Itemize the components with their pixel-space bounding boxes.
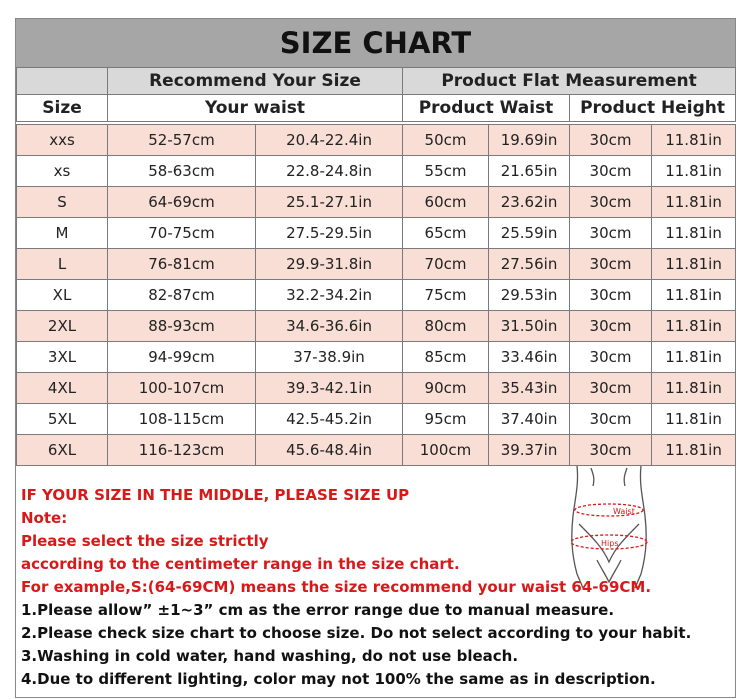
select-note-1: Please select the size strictly: [21, 532, 269, 550]
cell-waist-cm: 116-123cm: [108, 435, 256, 466]
cell-product-height-cm: 30cm: [570, 249, 652, 280]
cell-product-height-cm: 30cm: [570, 373, 652, 404]
cell-size: XL: [17, 280, 108, 311]
cell-size: M: [17, 218, 108, 249]
cell-waist-in: 25.1-27.1in: [256, 187, 403, 218]
cell-waist-cm: 100-107cm: [108, 373, 256, 404]
size-table: [16, 67, 736, 466]
cell-product-waist-in: 37.40in: [489, 404, 570, 435]
cell-waist-cm: 108-115cm: [108, 404, 256, 435]
cell-waist-cm: 88-93cm: [108, 311, 256, 342]
cell-waist-cm: 94-99cm: [108, 342, 256, 373]
table-row: [17, 404, 736, 435]
cell-size: 6XL: [17, 435, 108, 466]
cell-product-waist-in: 19.69in: [489, 125, 570, 156]
table-row: [17, 218, 736, 249]
cell-waist-cm: 58-63cm: [108, 156, 256, 187]
cell-product-height-in: 11.81in: [652, 249, 736, 280]
cell-size: xs: [17, 156, 108, 187]
cell-product-waist-in: 25.59in: [489, 218, 570, 249]
cell-product-height-in: 11.81in: [652, 156, 736, 187]
cell-waist-cm: 64-69cm: [108, 187, 256, 218]
cell-product-waist-cm: 85cm: [403, 342, 489, 373]
cell-waist-cm: 82-87cm: [108, 280, 256, 311]
cell-product-height-cm: 30cm: [570, 280, 652, 311]
cell-waist-cm: 70-75cm: [108, 218, 256, 249]
header-product-height: Product Height: [570, 95, 736, 122]
table-row: [17, 280, 736, 311]
cell-product-waist-cm: 50cm: [403, 125, 489, 156]
cell-product-waist-cm: 65cm: [403, 218, 489, 249]
cell-product-waist-in: 29.53in: [489, 280, 570, 311]
cell-product-height-cm: 30cm: [570, 311, 652, 342]
cell-product-height-in: 11.81in: [652, 373, 736, 404]
cell-product-height-cm: 30cm: [570, 218, 652, 249]
cell-product-height-cm: 30cm: [570, 342, 652, 373]
cell-product-waist-cm: 95cm: [403, 404, 489, 435]
cell-product-height-in: 11.81in: [652, 125, 736, 156]
cell-product-waist-in: 21.65in: [489, 156, 570, 187]
cell-product-height-in: 11.81in: [652, 435, 736, 466]
cell-product-waist-in: 27.56in: [489, 249, 570, 280]
cell-product-height-cm: 30cm: [570, 156, 652, 187]
cell-product-waist-cm: 75cm: [403, 280, 489, 311]
header-your-waist: Your waist: [108, 95, 403, 122]
table-row: [17, 187, 736, 218]
cell-product-waist-cm: 55cm: [403, 156, 489, 187]
note-3: 3.Washing in cold water, hand washing, do not use bleach.: [21, 647, 519, 665]
cell-size: xxs: [17, 125, 108, 156]
header-product-waist: Product Waist: [403, 95, 570, 122]
cell-product-height-in: 11.81in: [652, 187, 736, 218]
table-row: [17, 373, 736, 404]
header-size: Size: [17, 95, 108, 122]
waist-label: Waist: [613, 507, 635, 516]
note-4: 4.Due to different lighting, color may not 100% the same as in description.: [21, 670, 656, 688]
header-recommend: Recommend Your Size: [108, 68, 403, 95]
cell-product-waist-in: 31.50in: [489, 311, 570, 342]
table-row: [17, 342, 736, 373]
cell-product-waist-cm: 70cm: [403, 249, 489, 280]
cell-waist-in: 34.6-36.6in: [256, 311, 403, 342]
cell-product-height-cm: 30cm: [570, 125, 652, 156]
cell-size: 2XL: [17, 311, 108, 342]
cell-waist-in: 22.8-24.8in: [256, 156, 403, 187]
cell-product-waist-in: 39.37in: [489, 435, 570, 466]
cell-waist-in: 39.3-42.1in: [256, 373, 403, 404]
size-rows: [17, 125, 736, 466]
cell-product-waist-in: 35.43in: [489, 373, 570, 404]
example-note: For example,S:(64-69CM) means the size recommend your waist 64-69CM.: [21, 578, 652, 596]
cell-product-height-in: 11.81in: [652, 280, 736, 311]
cell-product-waist-in: 33.46in: [489, 342, 570, 373]
table-row: [17, 435, 736, 466]
cell-product-height-in: 11.81in: [652, 218, 736, 249]
note-2: 2.Please check size chart to choose size. Do not select according to your habit.: [21, 624, 692, 642]
cell-waist-in: 42.5-45.2in: [256, 404, 403, 435]
cell-product-waist-cm: 90cm: [403, 373, 489, 404]
cell-size: 3XL: [17, 342, 108, 373]
notes: [21, 484, 721, 691]
header-flat-measurement: Product Flat Measurement: [403, 68, 736, 95]
cell-waist-cm: 52-57cm: [108, 125, 256, 156]
cell-size: 4XL: [17, 373, 108, 404]
cell-product-height-in: 11.81in: [652, 342, 736, 373]
note-label: Note:: [21, 509, 68, 527]
cell-product-height-in: 11.81in: [652, 404, 736, 435]
cell-waist-in: 29.9-31.8in: [256, 249, 403, 280]
cell-size: 5XL: [17, 404, 108, 435]
cell-product-height-cm: 30cm: [570, 187, 652, 218]
cell-waist-in: 32.2-34.2in: [256, 280, 403, 311]
table-row: [17, 311, 736, 342]
cell-product-height-in: 11.81in: [652, 311, 736, 342]
cell-product-height-cm: 30cm: [570, 404, 652, 435]
cell-waist-in: 37-38.9in: [256, 342, 403, 373]
page-title: SIZE CHART: [16, 19, 735, 68]
cell-product-waist-in: 23.62in: [489, 187, 570, 218]
cell-product-waist-cm: 100cm: [403, 435, 489, 466]
cell-product-waist-cm: 60cm: [403, 187, 489, 218]
cell-size: S: [17, 187, 108, 218]
cell-product-waist-cm: 80cm: [403, 311, 489, 342]
cell-size: L: [17, 249, 108, 280]
table-row: [17, 156, 736, 187]
select-note-2: according to the centimeter range in the size chart.: [21, 555, 460, 573]
table-row: [17, 249, 736, 280]
cell-product-height-cm: 30cm: [570, 435, 652, 466]
size-chart-frame: [15, 18, 736, 698]
table-row: [17, 125, 736, 156]
header-blank: [17, 68, 108, 95]
cell-waist-in: 45.6-48.4in: [256, 435, 403, 466]
size-up-note: IF YOUR SIZE IN THE MIDDLE, PLEASE SIZE UP: [21, 486, 410, 504]
note-1: 1.Please allow” ±1~3” cm as the error range due to manual measure.: [21, 601, 615, 619]
hips-label: Hips: [601, 539, 619, 548]
cell-waist-in: 20.4-22.4in: [256, 125, 403, 156]
cell-waist-cm: 76-81cm: [108, 249, 256, 280]
cell-waist-in: 27.5-29.5in: [256, 218, 403, 249]
